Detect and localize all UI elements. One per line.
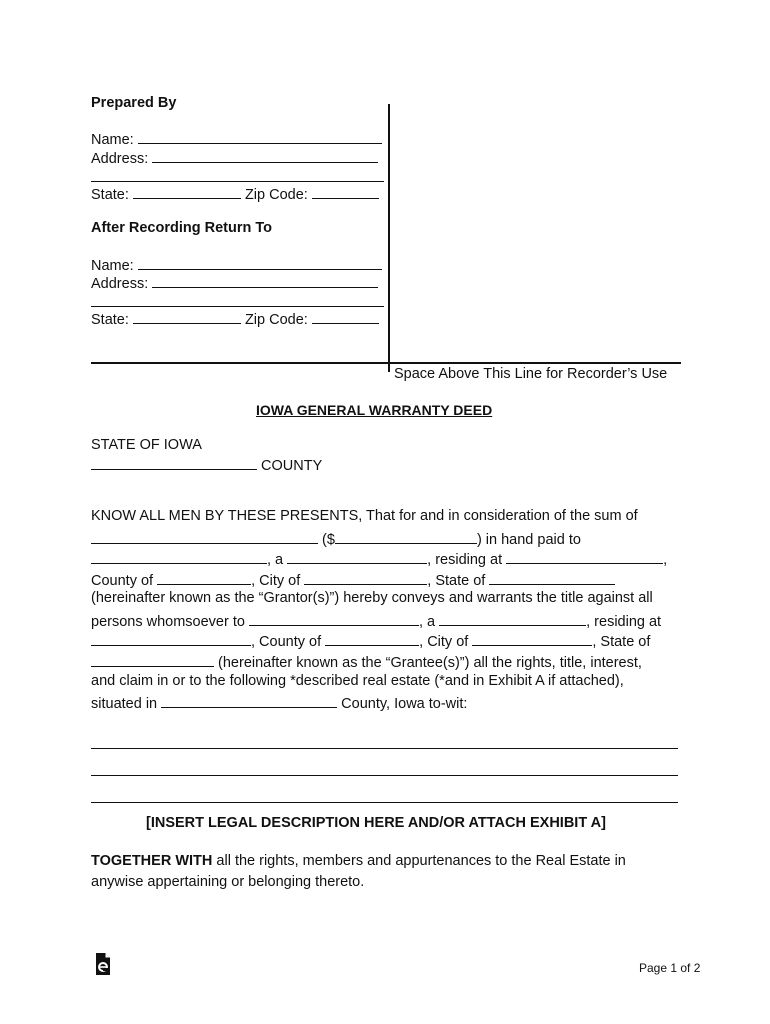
body-line-5: (hereinafter known as the “Grantor(s)”) hereby conveys and warrants the title against all [91, 590, 653, 606]
body-line-8 [91, 652, 642, 672]
body-line-2 [91, 529, 581, 549]
page-number: Page 1 of 2 [639, 961, 701, 975]
body-line-1: KNOW ALL MEN BY THESE PRESENTS, That for and in consideration of the sum of [91, 508, 638, 524]
county-row [91, 455, 322, 475]
comma-label: , [663, 552, 668, 568]
county-iowa-label: County, Iowa to-wit: [341, 696, 468, 712]
body-line-7 [91, 631, 650, 651]
body-line-10 [91, 693, 467, 713]
prepared-by-zip-label: Zip Code: [244, 187, 308, 203]
legal-description-line-2[interactable] [91, 775, 678, 776]
prepared-by-address-row [91, 148, 378, 168]
prepared-by-name-label: Name: [91, 132, 134, 148]
document-title: IOWA GENERAL WARRANTY DEED [256, 402, 493, 418]
grantor-county-label: County of [91, 573, 154, 589]
situated-in-label: situated in [91, 696, 158, 712]
grantee-known-as-text: (hereinafter known as the “Grantee(s)”) all the rights, title, interest, [218, 655, 642, 671]
body-line-4 [91, 570, 615, 590]
grantee-city-field[interactable] [472, 631, 592, 646]
return-to-address-row [91, 273, 378, 293]
recorder-vertical-divider [388, 104, 390, 372]
state-line: STATE OF IOWA [91, 437, 202, 453]
return-to-state-row [91, 309, 379, 329]
recorder-note: Space Above This Line for Recorder’s Use [394, 366, 668, 382]
prepared-by-heading: Prepared By [91, 95, 177, 111]
prepared-by-address-field[interactable] [152, 148, 378, 163]
grantee-residing-label: , residing at [586, 614, 662, 630]
body-line-3 [91, 549, 667, 569]
consideration-words-field[interactable] [91, 529, 318, 544]
grantor-residing-label: , residing at [427, 552, 503, 568]
grantee-state-label: , State of [592, 634, 651, 650]
legal-description-line-1[interactable] [91, 748, 678, 749]
grantee-name-field[interactable] [249, 611, 419, 626]
consideration-amount-field[interactable] [335, 529, 477, 544]
return-to-address-label: Address: [91, 276, 149, 292]
grantee-status-field[interactable] [439, 611, 586, 626]
prepared-by-name-field[interactable] [138, 129, 382, 144]
prepared-by-name-row [91, 129, 382, 149]
grantor-name-field[interactable] [91, 549, 267, 564]
prepared-by-address-line-2[interactable] [91, 181, 384, 182]
together-with-bold: TOGETHER WITH [91, 853, 213, 869]
county-label: COUNTY [261, 458, 323, 474]
return-to-address-line-2[interactable] [91, 306, 384, 307]
legal-description-instruction: [INSERT LEGAL DESCRIPTION HERE AND/OR ATTACH EXHIBIT A] [146, 815, 606, 831]
grantor-a-label: , a [267, 552, 284, 568]
return-to-state-label: State: [91, 312, 129, 328]
return-to-zip-label: Zip Code: [244, 312, 308, 328]
return-to-zip-field[interactable] [312, 309, 379, 324]
return-to-name-field[interactable] [138, 255, 382, 270]
grantee-a-label: , a [418, 614, 436, 630]
together-with-line-2: anywise appertaining or belonging thereto. [91, 874, 365, 890]
situated-county-field[interactable] [161, 693, 337, 708]
in-hand-paid-label: ) in hand paid to [476, 532, 581, 548]
grantor-state-field[interactable] [489, 570, 615, 585]
prepared-by-address-label: Address: [91, 151, 149, 167]
county-field[interactable] [91, 455, 257, 470]
eforms-logo-icon [94, 952, 112, 976]
grantee-city-label: , City of [419, 634, 469, 650]
prepared-by-state-label: State: [91, 187, 129, 203]
grantor-city-label: , City of [251, 573, 301, 589]
return-to-heading: After Recording Return To [91, 220, 272, 236]
persons-whomsoever-label: persons whomsoever to [91, 614, 245, 630]
grantee-county-label: , County of [251, 634, 322, 650]
dollar-open-label: ($ [322, 532, 335, 548]
prepared-by-zip-field[interactable] [312, 184, 379, 199]
together-with-line-1 [91, 853, 626, 870]
grantee-state-field[interactable] [91, 652, 214, 667]
return-to-address-field[interactable] [152, 273, 378, 288]
grantee-address-field[interactable] [91, 631, 251, 646]
grantor-city-field[interactable] [304, 570, 427, 585]
legal-description-line-3[interactable] [91, 802, 678, 803]
body-line-6 [91, 611, 661, 631]
grantor-state-label: , State of [427, 573, 486, 589]
body-line-9: and claim in or to the following *described real estate (*and in Exhibit A if attached), [91, 673, 624, 689]
prepared-by-state-row [91, 184, 379, 204]
grantor-status-field[interactable] [287, 549, 427, 564]
grantor-county-field[interactable] [157, 570, 251, 585]
return-to-state-field[interactable] [133, 309, 241, 324]
prepared-by-state-field[interactable] [133, 184, 241, 199]
grantee-county-field[interactable] [325, 631, 419, 646]
return-to-name-label: Name: [91, 258, 134, 274]
return-to-name-row [91, 255, 382, 275]
grantor-address-field[interactable] [506, 549, 663, 564]
recorder-horizontal-divider [91, 362, 681, 364]
together-with-text: all the rights, members and appurtenances to the Real Estate in [212, 853, 626, 869]
